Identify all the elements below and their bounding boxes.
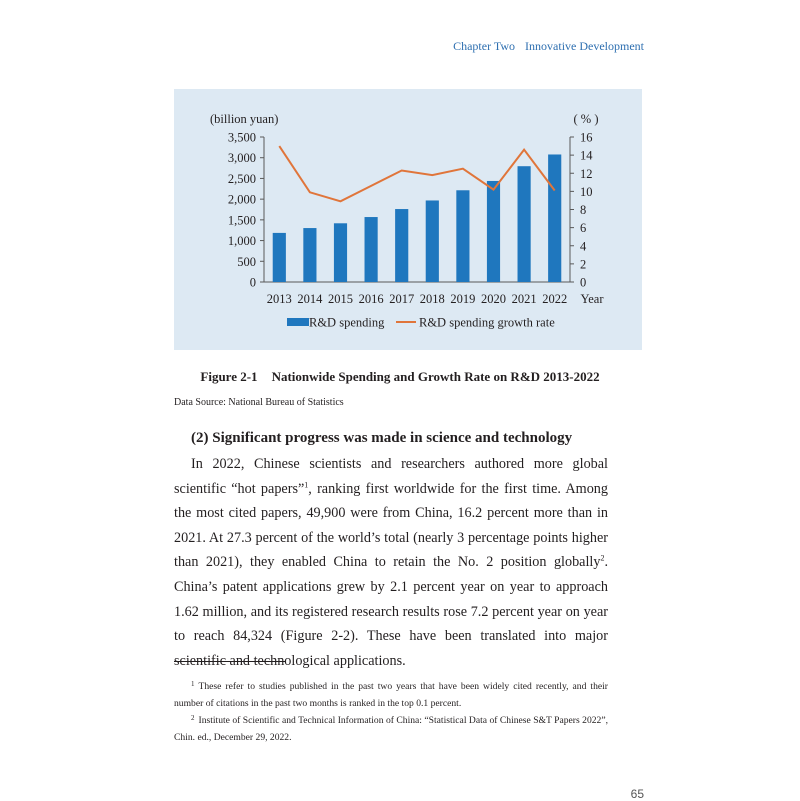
data-source: Data Source: National Bureau of Statistics	[174, 397, 344, 408]
x-tick-label: 2016	[359, 292, 384, 306]
bar-2015	[334, 223, 347, 282]
footnote-ref-1: 1	[304, 480, 308, 489]
figure-caption	[0, 369, 800, 385]
right-tick-label: 6	[580, 221, 586, 235]
footnote-divider	[174, 661, 286, 662]
footnote-2	[174, 710, 608, 746]
chart-panel	[174, 89, 642, 350]
left-axis-title: (billion yuan)	[210, 112, 278, 126]
x-tick-label: 2019	[450, 292, 475, 306]
figure-label: Figure 2-1	[200, 369, 257, 384]
left-tick-label: 1,000	[228, 234, 256, 248]
right-tick-label: 12	[580, 167, 593, 181]
x-tick-label: 2017	[389, 292, 414, 306]
bar-2022	[548, 154, 561, 282]
page-number: 65	[631, 787, 644, 801]
left-tick-label: 2,500	[228, 172, 256, 186]
right-tick-label: 2	[580, 257, 586, 271]
x-axis-title: Year	[580, 292, 604, 306]
body-text-part1: In 2022, Chinese scientists and researchers authored more global scientific “hot papers”	[174, 456, 608, 497]
x-tick-label: 2018	[420, 292, 445, 306]
left-tick-label: 3,500	[228, 131, 256, 145]
footnote-1	[174, 676, 608, 712]
footnote-2-number: 2	[191, 714, 195, 722]
legend-bar-swatch	[287, 318, 309, 326]
right-tick-label: 4	[580, 239, 587, 253]
body-text-part2: , ranking first worldwide for the first time. Among the most cited papers, 49,900 were from China, 16.2 percent more than in 2021. At 27.3 percent of the world’s total (nearly 3 percentage points higher than 2021), they enabled China to retain the No. 2 position globally	[174, 481, 608, 571]
header-section: Innovative Development	[525, 39, 644, 53]
legend-line-label: R&D spending growth rate	[419, 316, 555, 330]
bar-2016	[365, 217, 378, 282]
footnote-1-number: 1	[191, 680, 195, 688]
right-tick-label: 8	[580, 203, 586, 217]
x-tick-label: 2020	[481, 292, 506, 306]
running-header	[453, 39, 644, 54]
left-tick-label: 500	[237, 255, 256, 269]
x-tick-label: 2022	[542, 292, 567, 306]
x-tick-label: 2013	[267, 292, 292, 306]
growth-rate-line	[279, 146, 554, 201]
x-tick-label: 2015	[328, 292, 353, 306]
bar-2018	[426, 200, 439, 282]
left-tick-label: 0	[250, 276, 256, 290]
right-tick-label: 0	[580, 276, 586, 290]
bar-2013	[273, 233, 286, 282]
body-paragraph	[174, 452, 608, 673]
bar-2019	[456, 190, 469, 282]
x-tick-label: 2021	[512, 292, 537, 306]
bar-2020	[487, 181, 500, 282]
footnote-ref-2: 2	[600, 554, 604, 563]
footnote-2-text: Institute of Scientific and Technical Information of China: “Statistical Data of Chinese S&T Papers 2022”, Chin. ed., December 29, 2022.	[174, 715, 608, 743]
body-text-part3: . China’s patent applications grew by 2.1 percent year on year to approach 1.62 million, and its registered research results rose 7.2 percent year on year to reach 84,324 (Figure 2-2). These have been translated into major scientific and technological applications.	[174, 554, 608, 668]
section-heading: (2) Significant progress was made in science and technology	[191, 430, 572, 447]
x-tick-label: 2014	[297, 292, 323, 306]
right-axis-title: ( % )	[574, 112, 599, 126]
right-tick-label: 10	[580, 185, 593, 199]
legend-bar-label: R&D spending	[309, 316, 385, 330]
right-tick-label: 14	[580, 149, 593, 163]
figure-title: Nationwide Spending and Growth Rate on R&D 2013-2022	[272, 369, 600, 384]
bar-2021	[518, 166, 531, 282]
left-tick-label: 1,500	[228, 213, 256, 227]
left-tick-label: 3,000	[228, 151, 256, 165]
footnote-1-text: These refer to studies published in the past two years that have been widely cited recently, and their number of citations in the past two months is ranked in the top 0.1 percent.	[174, 681, 608, 709]
rd-spending-chart	[174, 89, 642, 350]
bar-2017	[395, 209, 408, 282]
left-tick-label: 2,000	[228, 193, 256, 207]
right-tick-label: 16	[580, 131, 593, 145]
bar-2014	[303, 228, 316, 282]
header-chapter: Chapter Two	[453, 39, 515, 53]
